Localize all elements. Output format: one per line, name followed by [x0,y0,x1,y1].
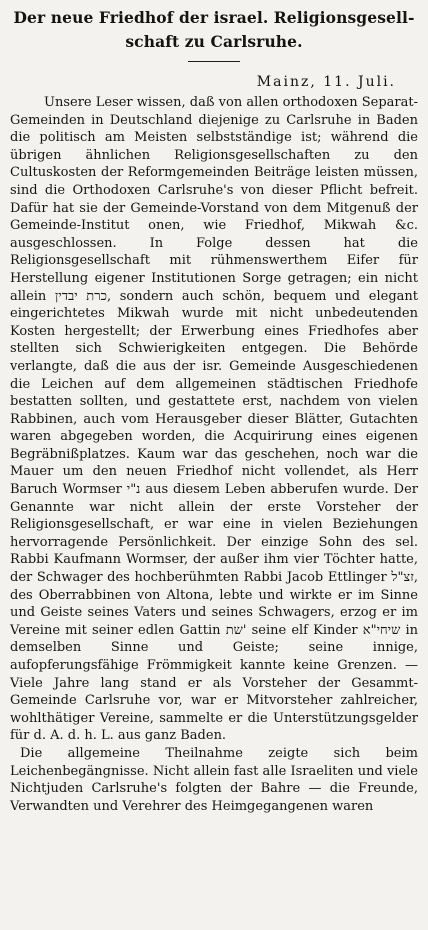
title-line-2: schaft zu Carlsruhe. [125,32,303,51]
title-divider [188,61,240,62]
title-line-1: Der neue Friedhof der israel. Religionsgesell- [13,8,415,27]
article-title [10,6,418,54]
article-body [10,94,418,815]
dateline: Mainz, 11. Juli. [256,74,396,90]
paragraph-2: Die allgemeine Theilnahme zeigte sich beim Leichenbegängnisse. Nicht allein fast alle Israeliten und viele Nichtjuden Carlsruhe's folgten der Bahre — die Freunde, Verwandten und Verehrer des Heimgegangenen waren [10,745,418,814]
paragraph-1: Unsere Leser wissen, daß von allen orthodoxen Separat-Gemeinden in Deutschland diejenige zu Carlsruhe in Baden die politisch am Meisten selbstständige ist; während die übrigen ähnlichen Religionsgesellschaften zu den Cultuskosten der Reformgemeinden Beiträge leisten müssen, sind die Orthodoxen Carlsruhe's von dieser Pflicht befreit. Dafür hat sie der Gemeinde-Vorstand von dem Mitgenuß der Gemeinde-Institut onen, wie Friedhof, Mikwah &c. ausgeschlossen. In Folge dessen hat die Religionsgesellschaft mit rühmenswerthem Eifer für Herstellung eigener Institutionen Sorge getragen; ein nicht allein כרת יבדין, sondern auch schön, bequem und elegant eingerichtetes Mikwah wurde mit nicht unbedeutenden Kosten hergestellt; der Erwerbung eines Friedhofes aber stellten sich Schwierigkeiten entgegen. Die Behörde verlangte, daß die aus der isr. Gemeinde Ausgeschiedenen die Leichen auf dem allgemeinen städtischen Friedhofe bestatten sollten, und gestattete erst, nachdem von vielen Rabbinen, auch vom Herausgeber dieser Blätter, Gutachten waren abgegeben worden, die Acquirirung eines eigenen Begräbnißplatzes. Kaum war das geschehen, noch war die Mauer um den neuen Friedhof nicht vollendet, als Herr Baruch Wormser נ"י aus diesem Leben abberufen wurde. Der Genannte war nicht allein der erste Vorsteher der Religionsgesellschaft, er war eine in vielen Beziehungen hervorragende Persönlichkeit. Der einzige Sohn des sel. Rabbi Kaufmann Wormser, der außer ihm vier Töchter hatte, der Schwager des hochberühmten Rabbi Jacob Ettlinger זצ"ל, des Oberrabbinen von Altona, lebte und wirkte er im Sinne und Geiste seines Vaters und seines Schwagers, erzog er im Vereine mit seiner edlen Gattin שת' seine elf Kinder שיחי"א in demselben Sinne und Geiste; seine innige, aufopferungsfähige Frömmigkeit kannte keine Grenzen. — Viele Jahre lang stand er als Vorsteher der Gesammt-Gemeinde Carlsruhe vor, war er Mitvorsteher zahlreicher, wohlthätiger Vereine, sammelte er die Unterstützungsgelder für d. A. d. h. L. aus ganz Baden. [10,95,419,744]
